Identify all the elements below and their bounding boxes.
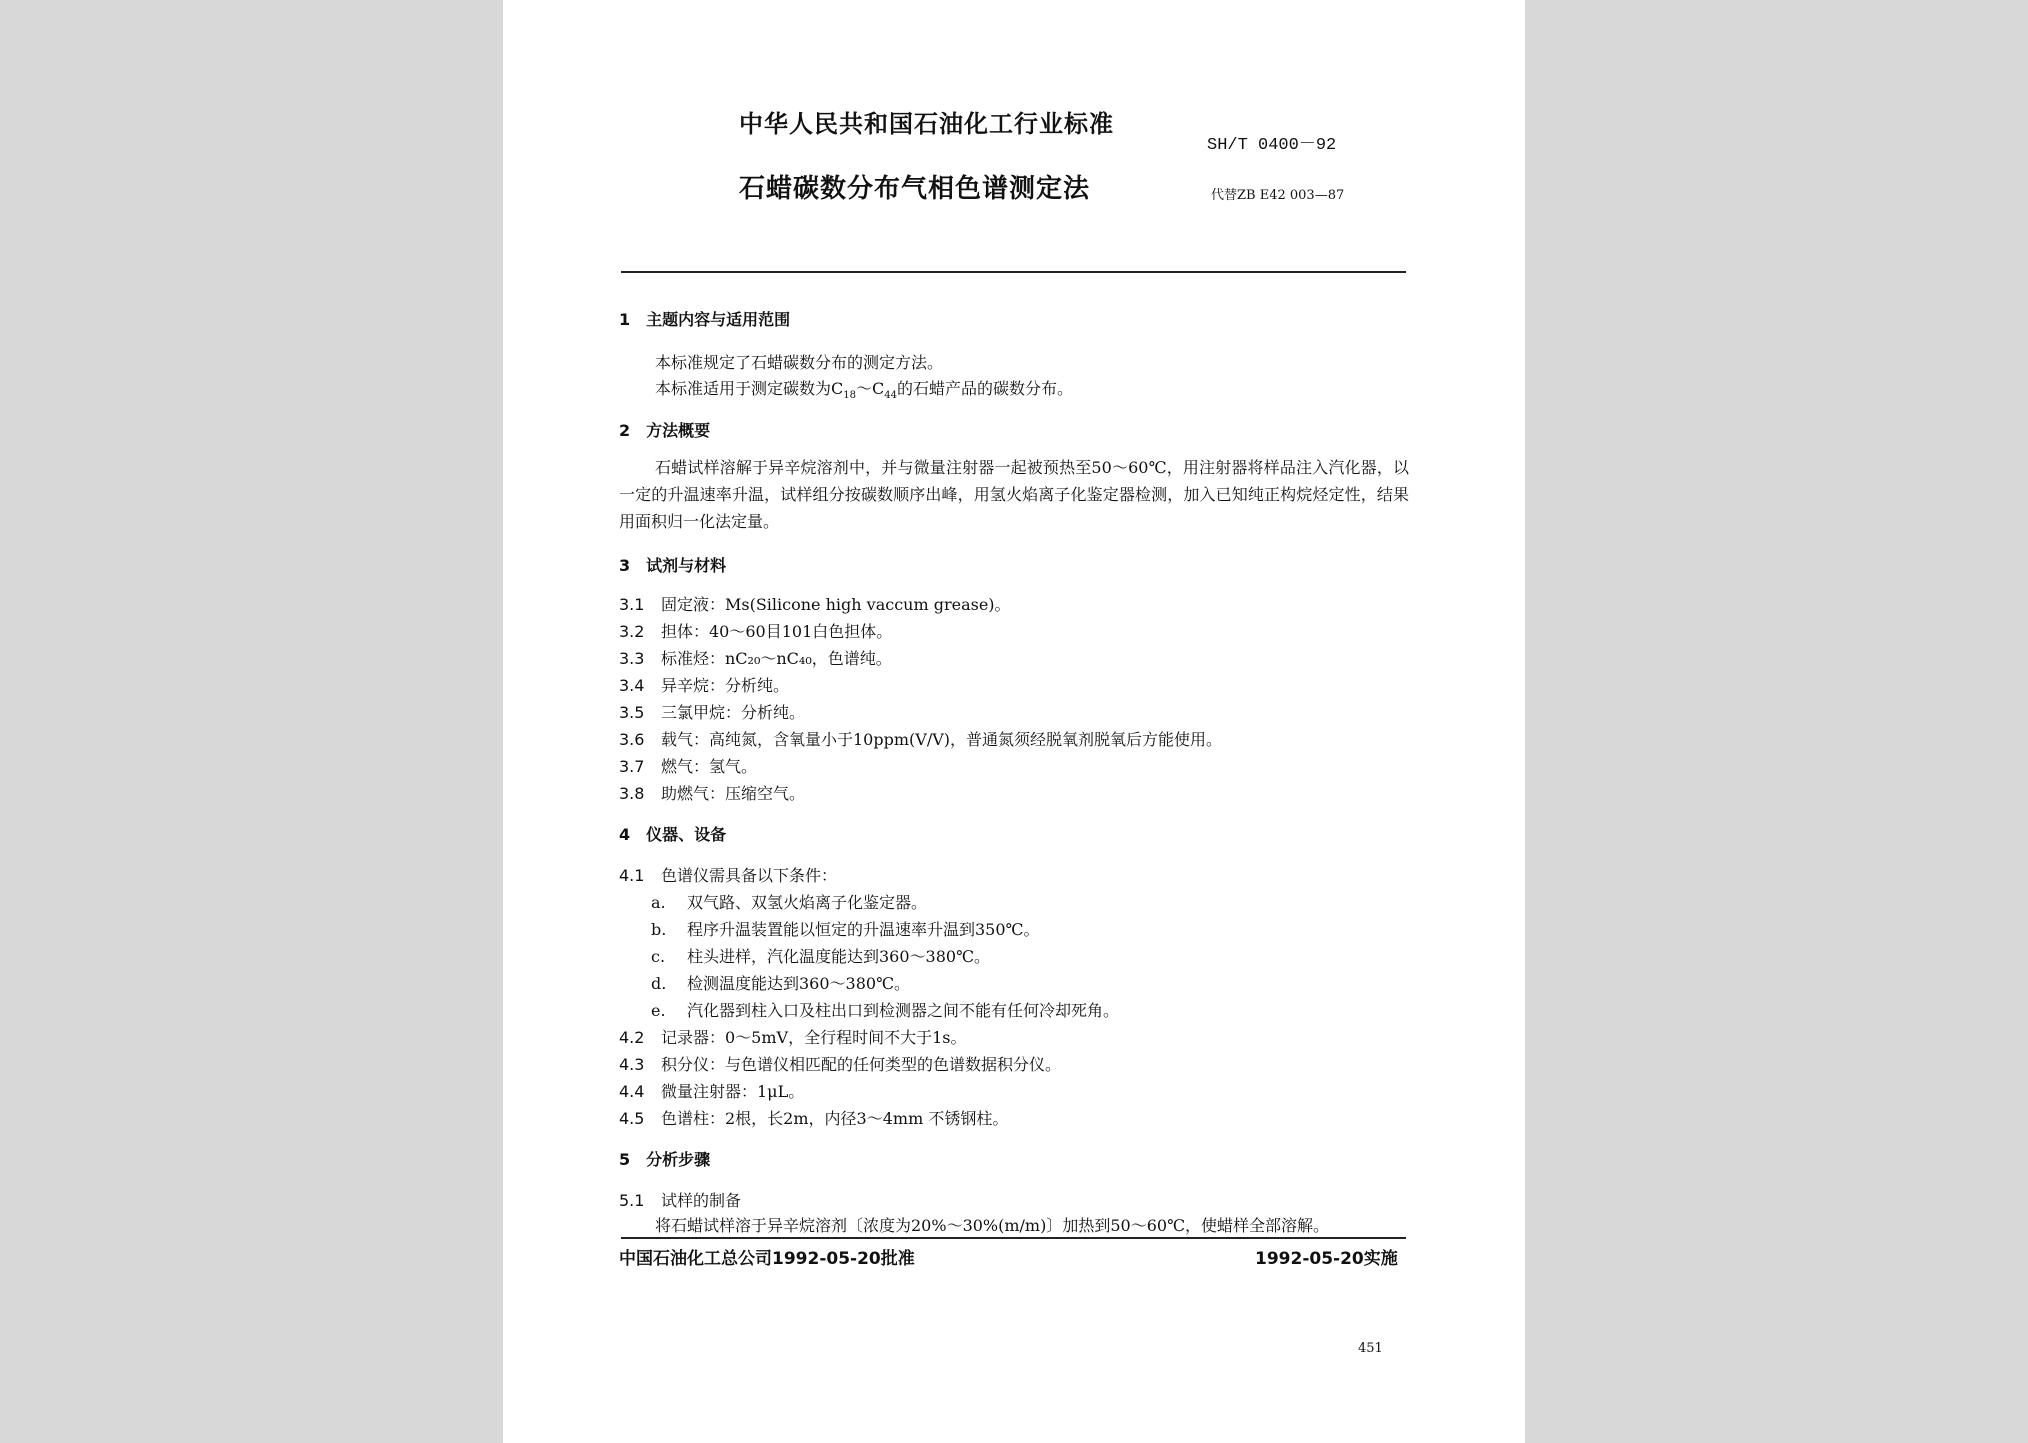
list-item: 4.4 微量注射器：1μL。: [619, 1082, 805, 1101]
sub-item: d. 检测温度能达到360～380℃。: [651, 974, 910, 993]
list-item: 3.6 载气：高纯氮，含氧量小于10ppm(V/V)，普通氮须经脱氧剂脱氧后方能使用。: [619, 730, 1223, 749]
standard-category: 中华人民共和国石油化工行业标准: [739, 110, 1114, 138]
list-item: 5.1 试样的制备: [619, 1191, 742, 1210]
list-item: 4.2 记录器：0～5mV，全行程时间不大于1s。: [619, 1028, 967, 1047]
section-2-paragraph: 石蜡试样溶解于异辛烷溶剂中，并与微量注射器一起被预热至50～60℃，用注射器将样品注入汽化器，以一定的升温速率升温，试样组分按碳数顺序出峰，用氢火焰离子化鉴定器检测，加入已知纯正构烷烃定性，结果用面积归一化法定量。: [619, 458, 1409, 531]
list-item: 3.7 燃气：氢气。: [619, 757, 758, 776]
implementation-date: 1992-05-20实施: [1255, 1249, 1398, 1269]
header-rule: [621, 271, 1406, 273]
section-5-line: 将石蜡试样溶于异辛烷溶剂〔浓度为20%～30%(m/m)〕加热到50～60℃，使蜡样全部溶解。: [655, 1216, 1329, 1235]
list-item: 3.3 标准烃：nC₂₀～nC₄₀，色谱纯。: [619, 649, 892, 668]
list-item: 4.1 色谱仪需具备以下条件：: [619, 866, 838, 885]
list-item: 3.1 固定液：Ms(Silicone high vaccum grease)。: [619, 595, 1011, 614]
sub-item: a. 双气路、双氢火焰离子化鉴定器。: [651, 893, 928, 912]
list-item: 4.3 积分仪：与色谱仪相匹配的任何类型的色谱数据积分仪。: [619, 1055, 1062, 1074]
list-item: 3.8 助燃气：压缩空气。: [619, 784, 806, 803]
sub-item: e. 汽化器到柱入口及柱出口到检测器之间不能有任何冷却死角。: [651, 1001, 1120, 1020]
standard-code: SH/T 0400－92: [1207, 136, 1337, 155]
approval-note: 中国石油化工总公司1992-05-20批准: [619, 1249, 915, 1269]
list-item: 4.5 色谱柱：2根，长2m，内径3～4mm 不锈钢柱。: [619, 1109, 1009, 1128]
sub-item: b. 程序升温装置能以恒定的升温速率升温到350℃。: [651, 920, 1040, 939]
page-number: 451: [1358, 1341, 1383, 1356]
section-2-heading: 2 方法概要: [619, 421, 711, 440]
sub-item: c. 柱头进样，汽化温度能达到360～380℃。: [651, 947, 990, 966]
list-item: 3.5 三氯甲烷：分析纯。: [619, 703, 806, 722]
section-3-heading: 3 试剂与材料: [619, 556, 727, 575]
list-item: 3.2 担体：40～60目101白色担体。: [619, 622, 893, 641]
section-1-p1: 本标准规定了石蜡碳数分布的测定方法。: [655, 353, 944, 372]
footer-rule: [621, 1237, 1406, 1239]
section-4-heading: 4 仪器、设备: [619, 825, 727, 844]
document-page: [503, 0, 1525, 1443]
section-1-p2: 本标准适用于测定碳数为$C_{18}\sim C_{44}$的石蜡产品的碳数分布。: [655, 379, 1073, 402]
replaces-note: 代替ZB E42 003—87: [1211, 188, 1345, 203]
section-5-heading: 5 分析步骤: [619, 1150, 711, 1169]
section-1-heading: 1 主题内容与适用范围: [619, 310, 791, 329]
list-item: 3.4 异辛烷：分析纯。: [619, 676, 790, 695]
document-title: 石蜡碳数分布气相色谱测定法: [739, 174, 1091, 204]
